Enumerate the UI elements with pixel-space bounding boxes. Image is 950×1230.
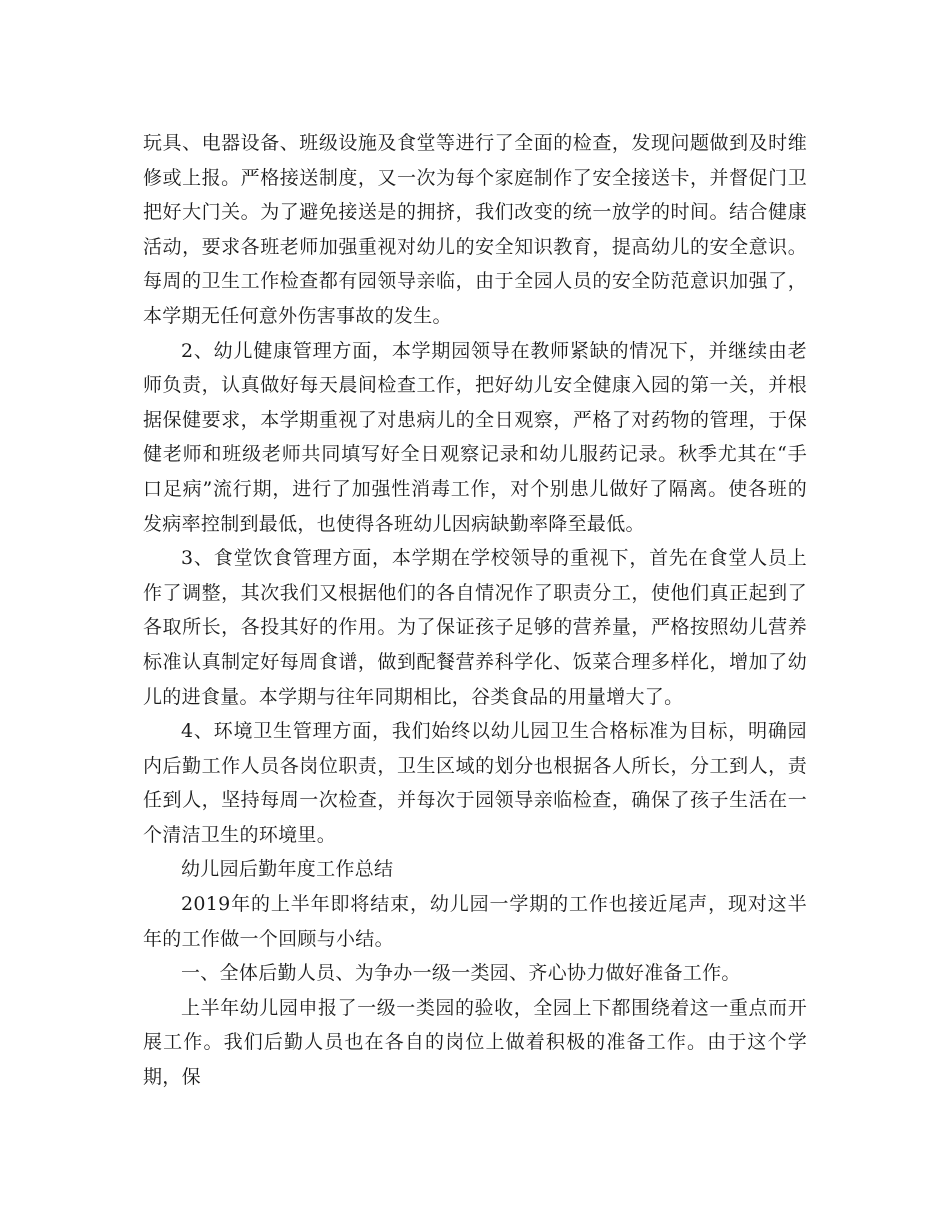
paragraph-environment-hygiene: 4、环境卫生管理方面，我们始终以幼儿园卫生合格标准为目标，明确园内后勤工作人员各岗位职责，卫生区域的划分也根据各人所长，分工到人，责任到人，坚持每周一次检查，并每次于园领导亲临检查，确保了孩子生活在一个清洁卫生的环境里。 <box>143 720 807 846</box>
paragraph-inspection-prep: 上半年幼儿园申报了一级一类园的验收，全园上下都围绕着这一重点而开展工作。我们后勤人员也在各自的岗位上做着积极的准备工作。由于这个学期，保 <box>143 996 807 1089</box>
paragraph-canteen-management: 3、食堂饮食管理方面，本学期在学校领导的重视下，首先在食堂人员上作了调整，其次我们又根据他们的各自情况作了职责分工，使他们真正起到了各取所长，各投其好的作用。为了保证孩子足够的营养量，严格按照幼儿营养标准认真制定好每周食谱，做到配餐营养科学化、饭菜合理多样化，增加了幼儿的进食量。本学期与往年同期相比，谷类食品的用量增大了。 <box>143 547 807 708</box>
paragraph-point-one: 一、全体后勤人员、为争办一级一类园、齐心协力做好准备工作。 <box>181 962 741 985</box>
paragraph-health-management: 2、幼儿健康管理方面，本学期园领导在教师紧缺的情况下，并继续由老师负责，认真做好每天晨间检查工作，把好幼儿安全健康入园的第一关，并根据保健要求，本学期重视了对患病儿的全日观察，严格了对药物的管理，于保健老师和班级老师共同填写好全日观察记录和幼儿服药记录。秋季尤其在“手口足病”流行期，进行了加强性消毒工作，对个别患儿做好了隔离。使各班的发病率控制到最低，也使得各班幼儿因病缺勤率降至最低。 <box>143 339 807 535</box>
paragraph-intro: 2019年的上半年即将结束，幼儿园一学期的工作也接近尾声，现对这半年的工作做一个回顾与小结。 <box>143 893 807 950</box>
document-body <box>143 126 807 1095</box>
section-heading: 幼儿园后勤年度工作总结 <box>181 858 394 881</box>
paragraph-safety-continued: 玩具、电器设备、班级设施及食堂等进行了全面的检查，发现问题做到及时维修或上报。严格接送制度，又一次为每个家庭制作了安全接送卡，并督促门卫把好大门关。为了避免接送是的拥挤，我们改变的统一放学的时间。结合健康活动，要求各班老师加强重视对幼儿的安全知识教育，提高幼儿的安全意识。每周的卫生工作检查都有园领导亲临，由于全园人员的安全防范意识加强了，本学期无任何意外伤害事故的发生。 <box>143 132 807 327</box>
